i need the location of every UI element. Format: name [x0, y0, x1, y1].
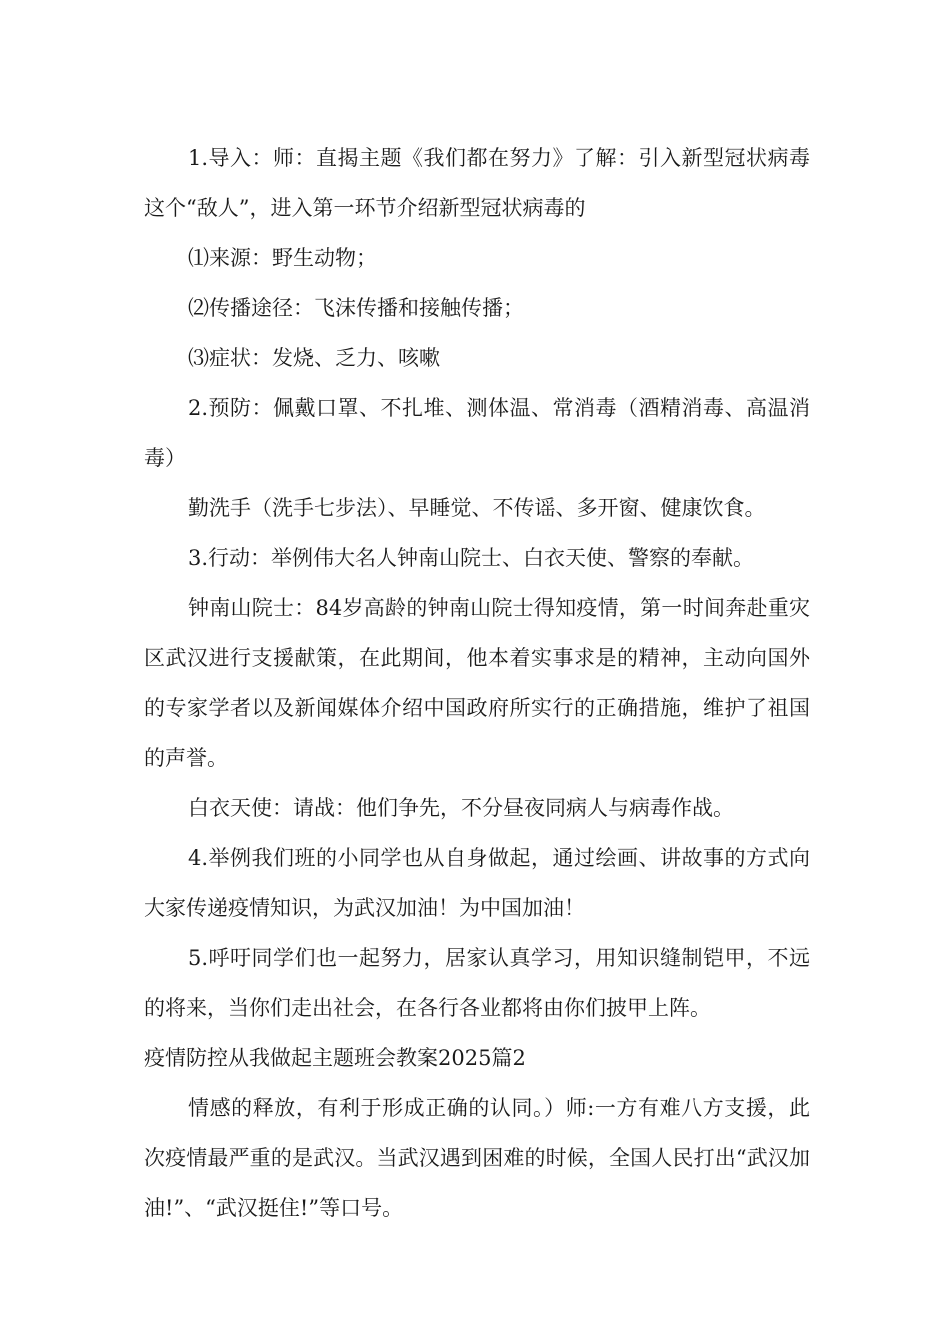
paragraph-transmission: ⑵传播途径：飞沫传播和接触传播；	[188, 296, 524, 320]
paragraph-classmates: 4.举例我们班的小同学也从自身做起，通过绘画、讲故事的方式向大家传递疫情知识，为武汉加油！为中国加油！	[144, 846, 810, 920]
paragraph-angels: 白衣天使：请战：他们争先，不分昼夜同病人与病毒作战。	[188, 796, 734, 820]
paragraph-symptoms: ⑶症状：发烧、乏力、咳嗽	[188, 346, 440, 370]
paragraph-appeal: 5.呼吁同学们也一起努力，居家认真学习，用知识缝制铠甲，不远的将来，当你们走出社会，在各行各业都将由你们披甲上阵。	[144, 946, 810, 1020]
paragraph-action: 3.行动：举例伟大名人钟南山院士、白衣天使、警察的奉献。	[188, 546, 755, 570]
paragraph-intro: 1.导入：师：直揭主题《我们都在努力》了解：引入新型冠状病毒这个“敌人”，进入第一环节介绍新型冠状病毒的	[144, 146, 810, 220]
paragraph-emotion: 情感的释放，有利于形成正确的认同。）师:一方有难八方支援，此次疫情最严重的是武汉。当武汉遇到困难的时候，全国人民打出“武汉加油!”、“武汉挺住!”等口号。	[144, 1096, 810, 1220]
paragraph-handwashing: 勤洗手（洗手七步法）、早睡觉、不传谣、多开窗、健康饮食。	[188, 496, 766, 520]
paragraph-source: ⑴来源：野生动物；	[188, 246, 377, 270]
paragraph-zhong-nanshan: 钟南山院士：84岁高龄的钟南山院士得知疫情，第一时间奔赴重灾区武汉进行支援献策，在此期间，他本着实事求是的精神，主动向国外的专家学者以及新闻媒体介绍中国政府所实行的正确措施，维护了祖国的声誉。	[144, 596, 810, 770]
section-heading: 疫情防控从我做起主题班会教案2025篇2	[144, 1046, 526, 1070]
document-body	[144, 133, 810, 1233]
paragraph-prevention: 2.预防：佩戴口罩、不扎堆、测体温、常消毒（酒精消毒、高温消毒）	[144, 396, 810, 470]
